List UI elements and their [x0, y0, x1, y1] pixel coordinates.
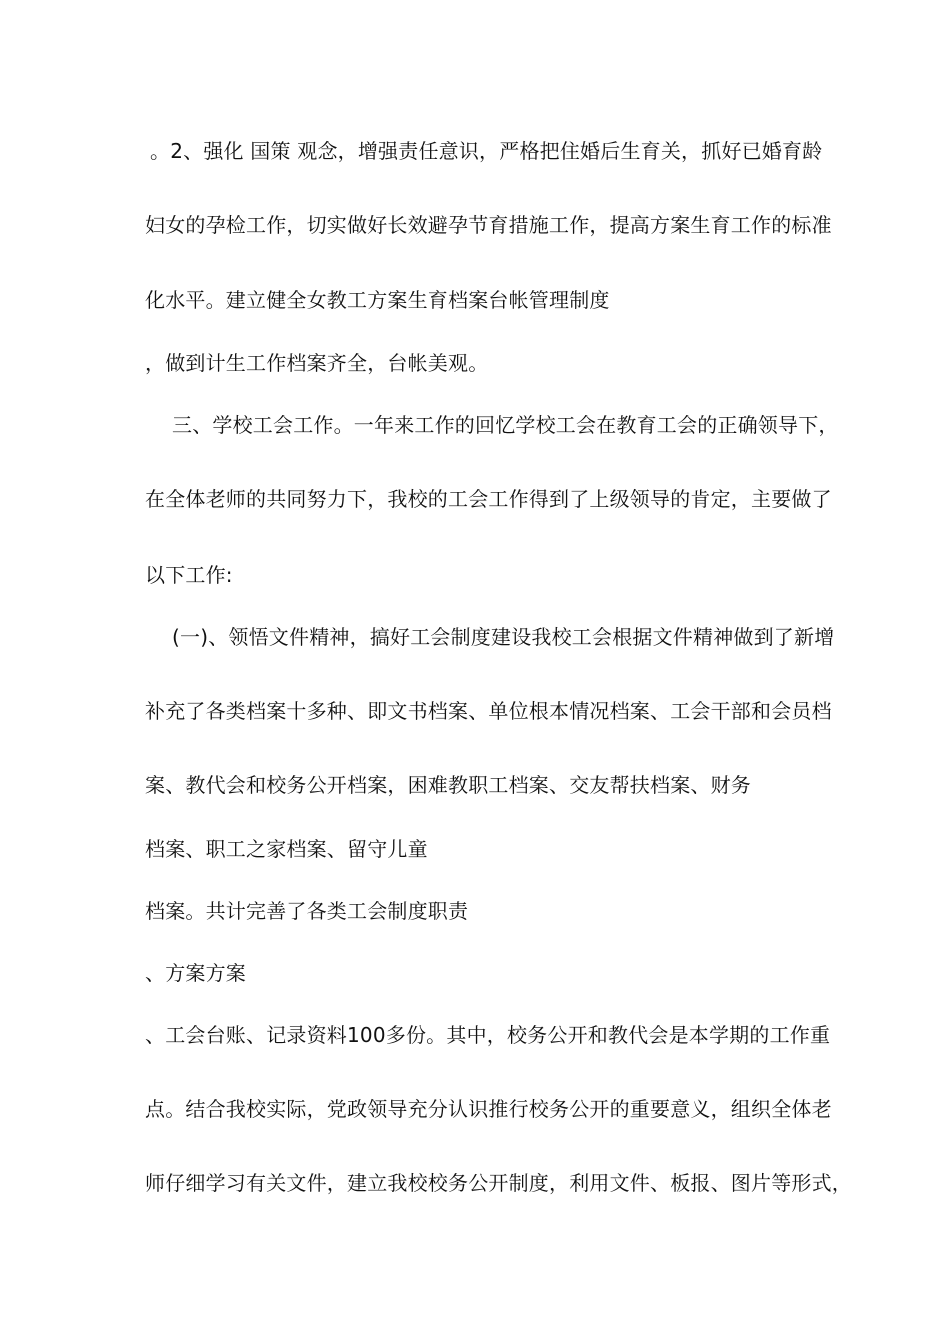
paragraph-line-6: 在全体老师的共同努力下，我校的工会工作得到了上级领导的肯定，主要做了 — [145, 487, 832, 511]
paragraph-line-2: 妇女的孕检工作，切实做好长效避孕节育措施工作，提高方案生育工作的标准 — [145, 213, 832, 237]
paragraph-line-14: 、工会台账、记录资料100多份。其中，校务公开和教代会是本学期的工作重 — [145, 1023, 831, 1047]
paragraph-line-9: 补充了各类档案十多种、即文书档案、单位根本情况档案、工会干部和会员档 — [145, 699, 832, 723]
paragraph-line-12: 档案。共计完善了各类工会制度职责 — [145, 899, 469, 923]
paragraph-line-10: 案、教代会和校务公开档案，困难教职工档案、交友帮扶档案、财务 — [145, 773, 751, 797]
paragraph-line-15: 点。结合我校实际，党政领导充分认识推行校务公开的重要意义，组织全体老 — [145, 1097, 832, 1121]
paragraph-line-13: 、方案方案 — [145, 961, 246, 985]
paragraph-line-4: ，做到计生工作档案齐全，台帐美观。 — [145, 351, 489, 375]
paragraph-line-3: 化水平。建立健全女教工方案生育档案台帐管理制度 — [145, 288, 610, 312]
section-heading-line: 三、学校工会工作。一年来工作的回忆学校工会在教育工会的正确领导下， — [172, 413, 839, 437]
paragraph-line-1: 。2、强化 国策 观念，增强责任意识，严格把住婚后生育关，抓好已婚育龄 — [150, 139, 823, 163]
paragraph-line-16: 师仔细学习有关文件，建立我校校务公开制度，利用文件、板报、图片等形式， — [145, 1171, 852, 1195]
subsection-heading-line: (一)、领悟文件精神，搞好工会制度建设我校工会根据文件精神做到了新增 — [172, 625, 835, 649]
paragraph-line-7: 以下工作: — [145, 563, 233, 587]
paragraph-line-11: 档案、职工之家档案、留守儿童 — [145, 837, 428, 861]
